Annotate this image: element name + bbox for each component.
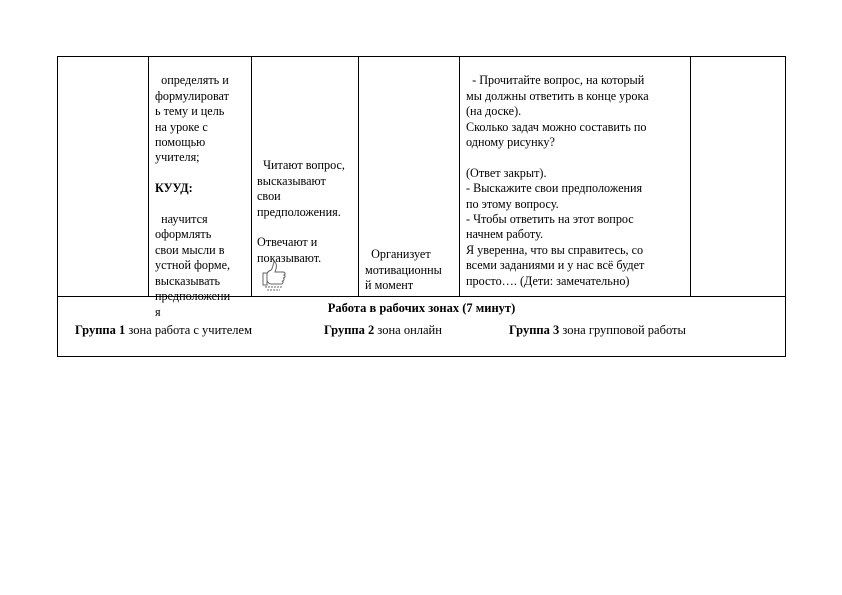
- student-activity-cell: [257, 143, 357, 266]
- thumbs-up-icon: [262, 260, 288, 292]
- teacher-activity-cell: [365, 232, 460, 294]
- group-2-text: зона онлайн: [374, 323, 442, 337]
- teacher-activity-text: Организует мотивационны й момент: [365, 247, 442, 293]
- group-2: [324, 322, 442, 338]
- kuud-text: научится оформлять свои мысли в устной форме, высказывать предположени я: [155, 212, 231, 319]
- student-activity-text: Читают вопрос, высказывают свои предположения. Отвечают и показывают.: [257, 158, 345, 265]
- kuud-label: КУУД:: [155, 181, 193, 196]
- col-divider-5: [690, 56, 691, 297]
- col-divider-3: [358, 56, 359, 297]
- teacher-speech-text: - Прочитайте вопрос, на который мы должны ответить в конце урока (на доске). Сколько задач можно составить по одному рисунку? (Ответ закрыт). - Выскажите свои предположения по этому вопросу. - Чтобы ответить на этот вопрос начнем работу. Я уверенна, что вы справитесь, со всеми заданиями и у нас всё будет просто…. (Дети: замечательно): [466, 73, 649, 288]
- work-zones-title: Работа в рабочих зонах (7 минут): [327, 301, 516, 315]
- table-bottom-border: [57, 356, 786, 357]
- objectives-cell: [155, 58, 251, 320]
- col-divider-1: [148, 56, 149, 297]
- group-3: [509, 322, 686, 338]
- group-1-label: Группа 1: [75, 323, 126, 337]
- table-top-border: [57, 56, 786, 57]
- group-1: [75, 322, 252, 338]
- teacher-speech-cell: [466, 58, 690, 289]
- group-3-text: зона групповой работы: [559, 323, 686, 337]
- objectives-text: определять и формулироват ь тему и цель на уроке с помощью учителя;: [155, 73, 229, 165]
- group-3-label: Группа 3: [509, 323, 560, 337]
- group-2-label: Группа 2: [324, 323, 375, 337]
- group-1-text: зона работа с учителем: [125, 323, 252, 337]
- col-divider-2: [251, 56, 252, 297]
